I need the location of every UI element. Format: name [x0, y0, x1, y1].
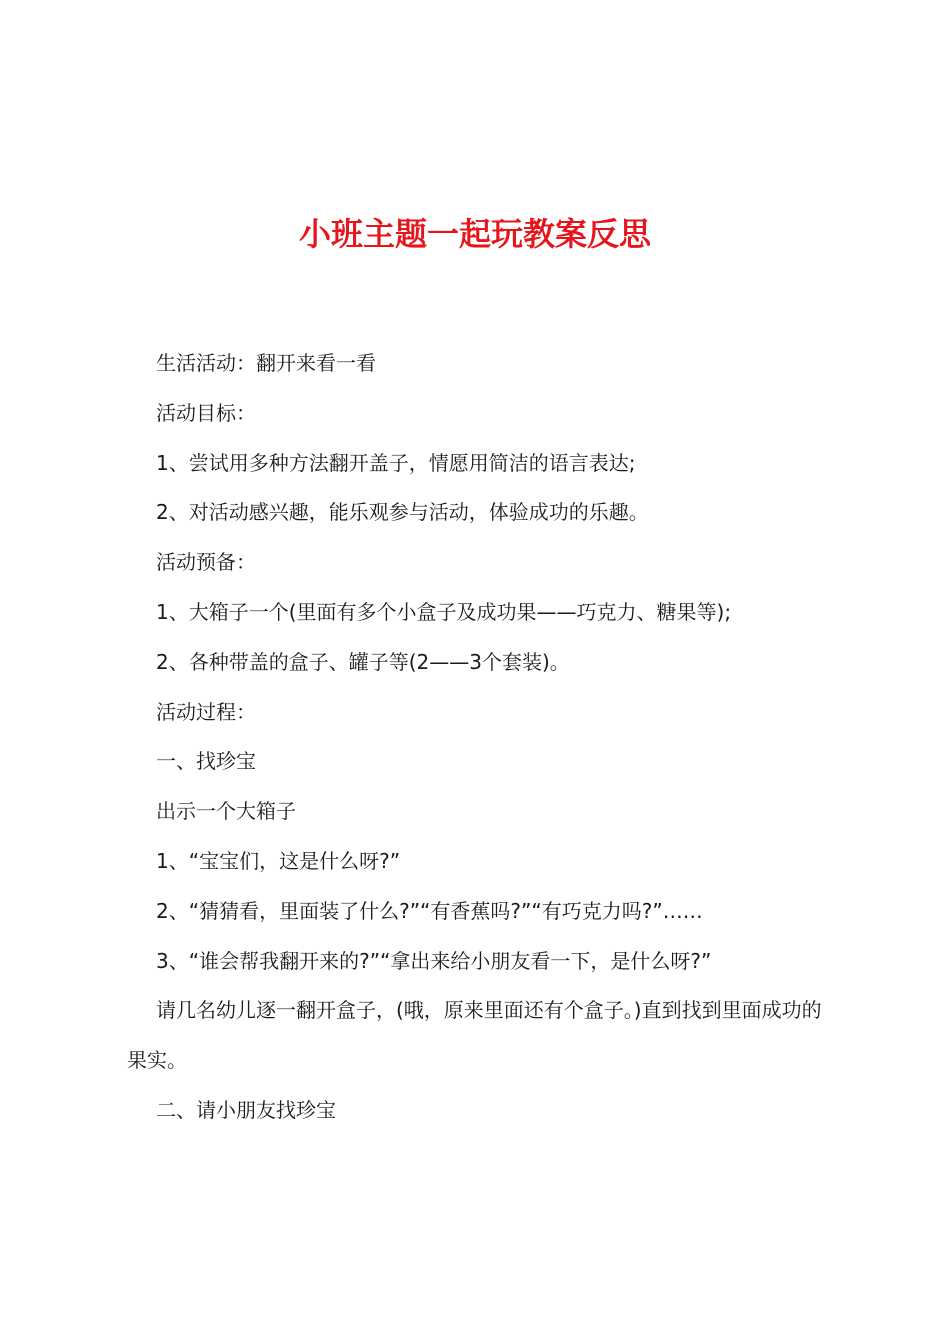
paragraph-section-2: 二、请小朋友找珍宝	[156, 1097, 336, 1122]
paragraph-life-activity: 生活活动：翻开来看一看	[156, 351, 376, 375]
paragraph-goal-1: 1、尝试用多种方法翻开盖子，情愿用简洁的语言表达;	[156, 450, 636, 475]
paragraph-prep-1: 1、大箱子一个(里面有多个小盒子及成功果——巧克力、糖果等);	[156, 599, 732, 624]
paragraph-goal-2: 2、对活动感兴趣，能乐观参与活动，体验成功的乐趣。	[156, 500, 649, 525]
paragraph-question-3: 3、“谁会帮我翻开来的?”“拿出来给小朋友看一下，是什么呀?”	[156, 948, 712, 973]
paragraph-open-boxes: 请几名幼儿逐一翻开盒子，(哦，原来里面还有个盒子。)直到找到里面成功的果实。	[127, 998, 822, 1073]
paragraph-question-1: 1、“宝宝们，这是什么呀?”	[156, 848, 401, 873]
document-body	[127, 339, 839, 1136]
paragraph-section-1: 一、找珍宝	[156, 749, 256, 774]
paragraph-show-box: 出示一个大箱子	[156, 799, 296, 824]
paragraph-prep-2: 2、各种带盖的盒子、罐子等(2——3个套装)。	[156, 649, 570, 674]
document-title: 小班主题一起玩教案反思	[298, 215, 651, 253]
paragraph-prep-heading: 活动预备：	[156, 550, 256, 575]
paragraph-goals-heading: 活动目标：	[156, 400, 256, 425]
paragraph-question-2: 2、“猜猜看，里面装了什么?”“有香蕉吗?”“有巧克力吗?”……	[156, 898, 703, 923]
paragraph-process-heading: 活动过程：	[156, 699, 256, 724]
